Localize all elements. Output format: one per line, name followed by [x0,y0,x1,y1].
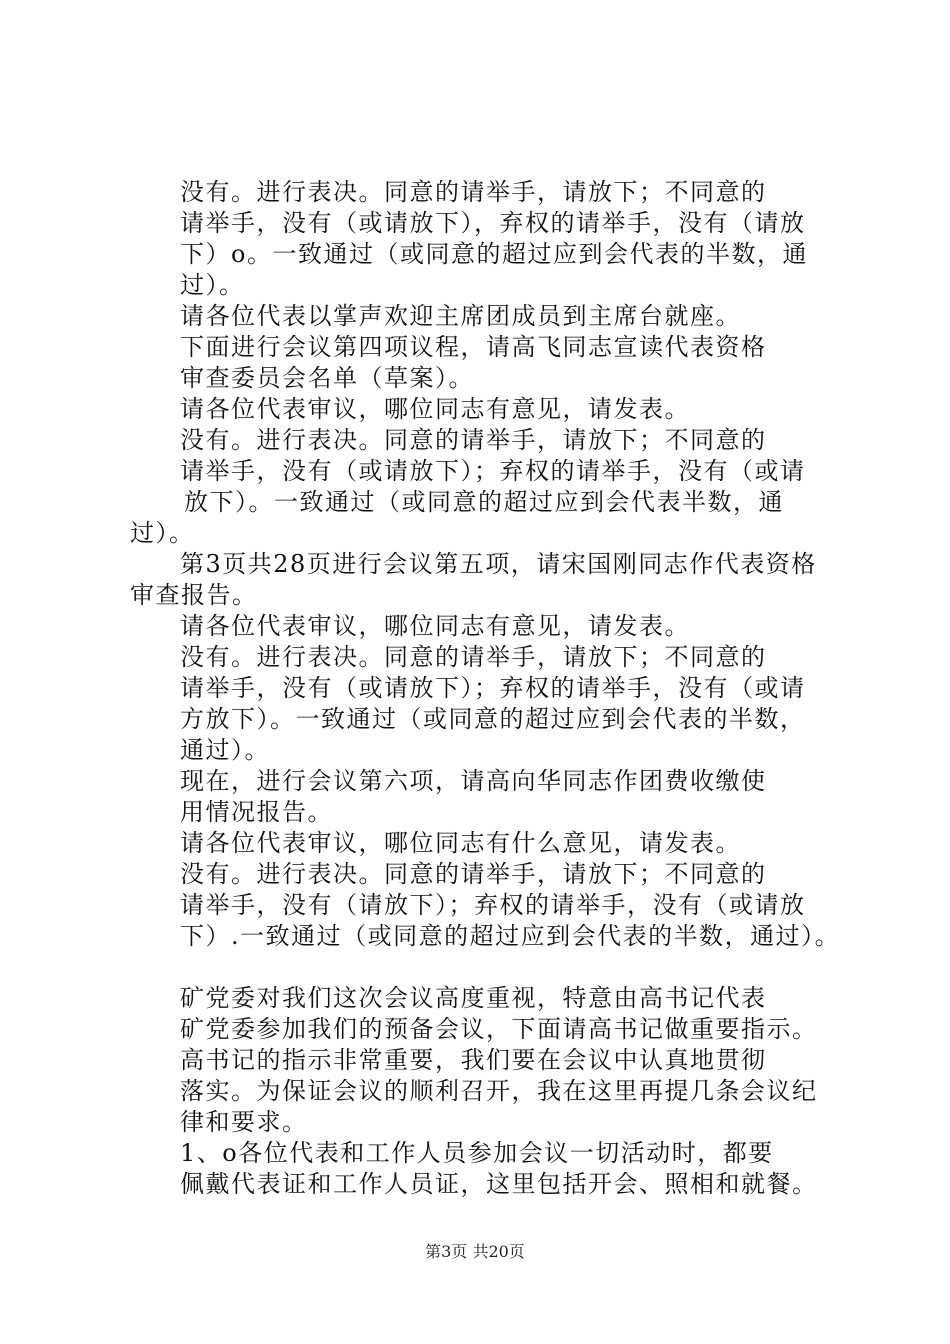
text-line: 审查报告。 [130,581,258,609]
text-line: 矿党委参加我们的预备会议，下面请高书记做重要指示。 [180,1015,818,1043]
text-line: 1、o各位代表和工作人员参加会议一切活动时，都要 [180,1139,774,1167]
text-line: 请各位代表审议，哪位同志有意见，请发表。 [180,612,690,640]
text-line: 没有。进行表决。同意的请举手，请放下；不同意的 [180,860,767,888]
text-line: 第3页共28页进行会议第五项，请宋国刚同志作代表资格 [180,550,817,578]
text-line: 方放下）。一致通过（或同意的超过应到会代表的半数， [180,705,806,733]
text-line: 律和要求。 [180,1108,308,1136]
text-line: 佩戴代表证和工作人员证，这里包括开会、照相和就餐。 [180,1170,818,1198]
text-line: 高书记的指示非常重要，我们要在会议中认真地贯彻 [180,1046,767,1074]
text-line: 矿党委对我们这次会议高度重视，特意由高书记代表 [180,984,767,1012]
text-line: 没有。进行表决。同意的请举手，请放下；不同意的 [180,643,767,671]
text-line: 过）。 [180,271,245,299]
text-line: 请举手，没有（请放下）；弃权的请举手，没有（或请放 [180,891,806,919]
text-line: 请举手，没有（或请放下）；弃权的请举手，没有（或请 [180,457,806,485]
text-line: 审查委员会名单（草案）。 [180,364,474,392]
text-line: 请各位代表审议，哪位同志有什么意见，请发表。 [180,829,741,857]
text-line: 请各位代表审议，哪位同志有意见，请发表。 [180,395,690,423]
text-line: 请举手，没有（或请放下），弃权的请举手，没有（请放 [180,209,806,237]
text-line: 没有。进行表决。同意的请举手，请放下；不同意的 [180,178,767,206]
text-line: 请举手，没有（或请放下）；弃权的请举手，没有（或请 [180,674,806,702]
text-line: 过）。 [130,519,195,547]
text-line: 请各位代表以掌声欢迎主席团成员到主席台就座。 [180,302,741,330]
text-line: 下）o。一致通过（或同意的超过应到会代表的半数，通 [180,240,808,268]
text-line: 没有。进行表决。同意的请举手，请放下；不同意的 [180,426,767,454]
text-line: 下）.一致通过（或同意的超过应到会代表的半数，通过）。 [180,922,841,950]
text-line: 通过）。 [180,736,270,764]
text-line: 下面进行会议第四项议程，请高飞同志宣读代表资格 [180,333,767,361]
text-line: 用情况报告。 [180,798,333,826]
text-line: 现在，进行会议第六项，请高向华同志作团费收缴使 [180,767,767,795]
text-line: 落实。为保证会议的顺利召开，我在这里再提几条会议纪 [180,1077,818,1105]
text-line: 放下）。一致通过（或同意的超过应到会代表半数，通 [184,488,784,516]
page-footer: 第3页 共20页 [425,1242,525,1261]
